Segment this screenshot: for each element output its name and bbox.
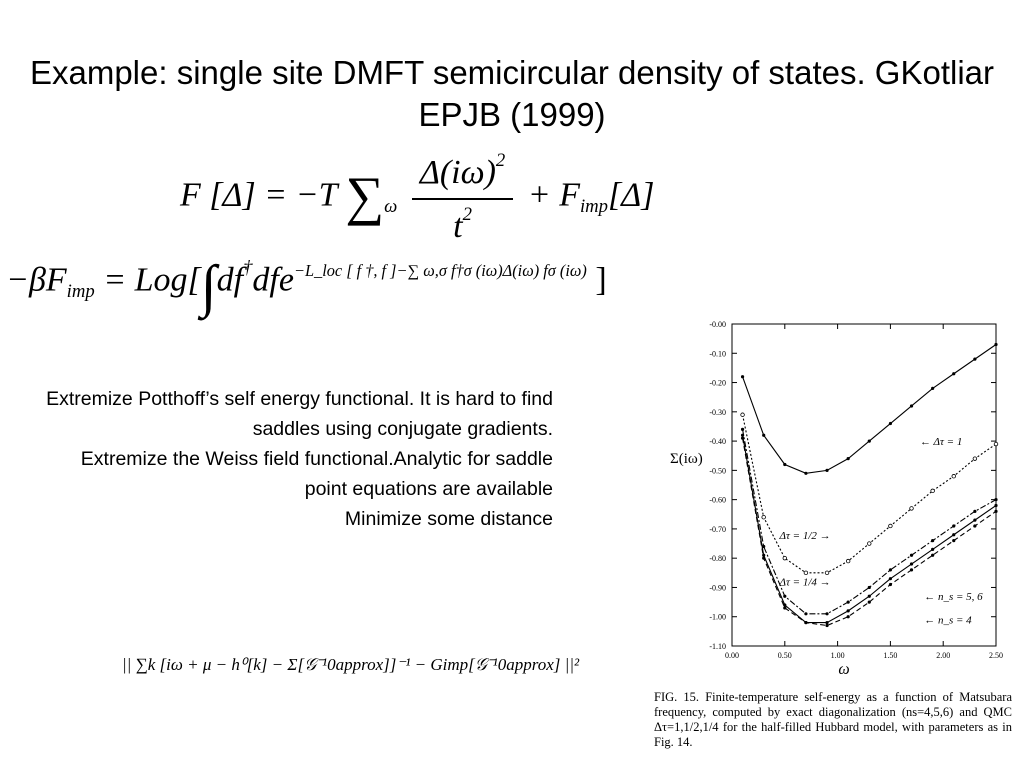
data-point — [973, 519, 976, 522]
data-point — [973, 524, 976, 527]
data-point — [868, 595, 871, 598]
slide-title: Example: single site DMFT semicircular density of states. GKotliar EPJB (1999) — [29, 54, 995, 133]
data-point — [867, 542, 871, 546]
rhs-subscript: imp — [579, 196, 609, 218]
data-point — [994, 510, 997, 513]
x-tick-label: 0.00 — [725, 651, 739, 660]
rhs-tail: [Δ] — [608, 176, 655, 214]
integrand: df — [216, 261, 244, 299]
series-annotation: ← n_s = 5, 6 — [924, 591, 983, 604]
data-point — [889, 568, 892, 571]
y-tick-label: -0.00 — [709, 320, 726, 329]
data-point — [994, 498, 997, 501]
y-tick-label: -0.30 — [709, 407, 726, 417]
data-point — [931, 539, 934, 542]
data-point — [804, 621, 807, 624]
data-point — [847, 457, 850, 460]
impurity-lhs-subscript: imp — [66, 281, 95, 303]
body-line-2: Extremize the Weiss field functional.Analytic for saddle point equations are available — [80, 448, 553, 500]
data-point — [973, 358, 976, 361]
data-point — [931, 489, 935, 493]
data-point — [952, 539, 955, 542]
data-point — [910, 507, 914, 511]
figure-caption: FIG. 15. Finite-temperature self-energy as a function of Matsubara frequency, computed by exact diagonalization (ns=4,5,6) and QMC Δτ=1,1/2,1/4 for the half-filled Hubbard model, with parameters as in Fig. 14. — [654, 690, 1012, 749]
fraction — [412, 150, 513, 246]
data-point — [994, 504, 997, 507]
distance-equation: || ∑k [iω + μ − h⁰[k] − Σ[𝒢⁻¹0approx]]⁻¹ − Gimp[𝒢⁻¹0approx] ||² — [122, 655, 580, 674]
data-point — [952, 524, 955, 527]
data-point — [847, 615, 850, 618]
data-point — [741, 437, 744, 440]
x-tick-label: 1.50 — [883, 651, 898, 660]
free-energy-lhs: F [Δ] = −T — [180, 176, 337, 214]
data-point — [825, 612, 828, 615]
data-point — [783, 606, 786, 609]
body-text — [40, 384, 553, 534]
data-point — [931, 387, 934, 390]
self-energy-chart — [650, 320, 1012, 690]
data-point — [910, 404, 913, 407]
integrand-2: dfe — [252, 261, 294, 299]
data-point — [994, 442, 998, 446]
data-point — [783, 556, 787, 560]
data-point — [910, 554, 913, 557]
x-tick-label: 1.00 — [830, 651, 845, 660]
y-tick-label: -1.00 — [709, 612, 726, 622]
data-point — [804, 571, 808, 575]
y-tick-label: -0.20 — [709, 378, 726, 388]
data-point — [741, 434, 744, 437]
data-point — [910, 568, 913, 571]
data-point — [889, 524, 893, 528]
x-tick-label: 0.50 — [777, 651, 792, 660]
free-energy-rhs: + F — [527, 176, 580, 214]
data-point — [910, 562, 913, 565]
y-tick-label: -0.50 — [709, 466, 726, 476]
exponent: −L_loc [ f †, f ]−∑ ω,σ f†σ (iω)Δ(iω) fσ (iω) — [293, 260, 587, 280]
data-point — [741, 428, 744, 431]
sum-subscript: ω — [384, 196, 398, 218]
data-point — [762, 557, 765, 560]
data-point — [762, 434, 765, 437]
series-annotation: Δτ = 1/4 → — [779, 576, 831, 589]
impurity-lhs: −βF — [6, 261, 67, 299]
fraction-denominator: t — [453, 207, 463, 245]
y-tick-label: -0.60 — [709, 495, 726, 505]
series-annotation: ← Δτ = 1 — [919, 436, 963, 449]
data-point — [825, 571, 829, 575]
data-point — [847, 600, 850, 603]
series-annotation: Δτ = 1/2 → — [779, 529, 831, 542]
data-point — [825, 469, 828, 472]
data-point — [868, 586, 871, 589]
x-axis-label: ω — [838, 661, 850, 678]
y-tick-label: -0.90 — [709, 583, 726, 593]
y-tick-label: -0.10 — [709, 349, 726, 359]
data-point — [889, 422, 892, 425]
data-point — [994, 343, 997, 346]
series-annotation: ← n_s = 4 — [924, 614, 972, 627]
data-point — [741, 375, 744, 378]
data-point — [952, 533, 955, 536]
data-point — [741, 413, 745, 417]
data-point — [783, 595, 786, 598]
body-line-3: Minimize some distance — [344, 508, 553, 530]
integral-symbol: ∫ — [200, 253, 217, 318]
denominator-exponent: 2 — [462, 203, 472, 225]
x-tick-label: 2.00 — [936, 651, 951, 660]
data-point — [868, 439, 871, 442]
data-point — [804, 612, 807, 615]
numerator-exponent: 2 — [495, 150, 506, 171]
y-tick-label: -0.70 — [709, 524, 726, 534]
data-point — [952, 372, 955, 375]
data-point — [783, 463, 786, 466]
data-point — [846, 559, 850, 563]
data-point — [973, 457, 977, 461]
y-tick-label: -0.80 — [709, 554, 726, 564]
data-point — [825, 621, 828, 624]
y-axis-label: Σ(iω) — [670, 451, 703, 467]
y-tick-label: -1.10 — [709, 642, 726, 651]
data-point — [931, 554, 934, 557]
data-point — [973, 510, 976, 513]
data-point — [868, 600, 871, 603]
free-energy-equation — [180, 150, 654, 246]
data-point — [931, 548, 934, 551]
fraction-numerator: Δ(iω) — [419, 153, 496, 191]
impurity-equation — [6, 252, 607, 319]
sum-symbol: ∑ — [345, 165, 385, 226]
data-point — [889, 583, 892, 586]
series-line — [743, 344, 996, 473]
data-point — [847, 609, 850, 612]
impurity-mid: = Log[ — [103, 261, 201, 299]
y-tick-label: -0.40 — [709, 437, 726, 447]
dagger: † — [243, 257, 253, 279]
data-point — [952, 474, 956, 478]
data-point — [804, 472, 807, 475]
data-point — [825, 624, 828, 627]
x-tick-label: 2.50 — [989, 651, 1003, 660]
data-point — [889, 577, 892, 580]
trailing-bracket: ] — [595, 261, 607, 299]
body-line-1: Extremize Potthoff’s self energy functional. It is hard to find saddles using conjugate gradients. — [46, 388, 553, 440]
data-point — [762, 515, 766, 519]
